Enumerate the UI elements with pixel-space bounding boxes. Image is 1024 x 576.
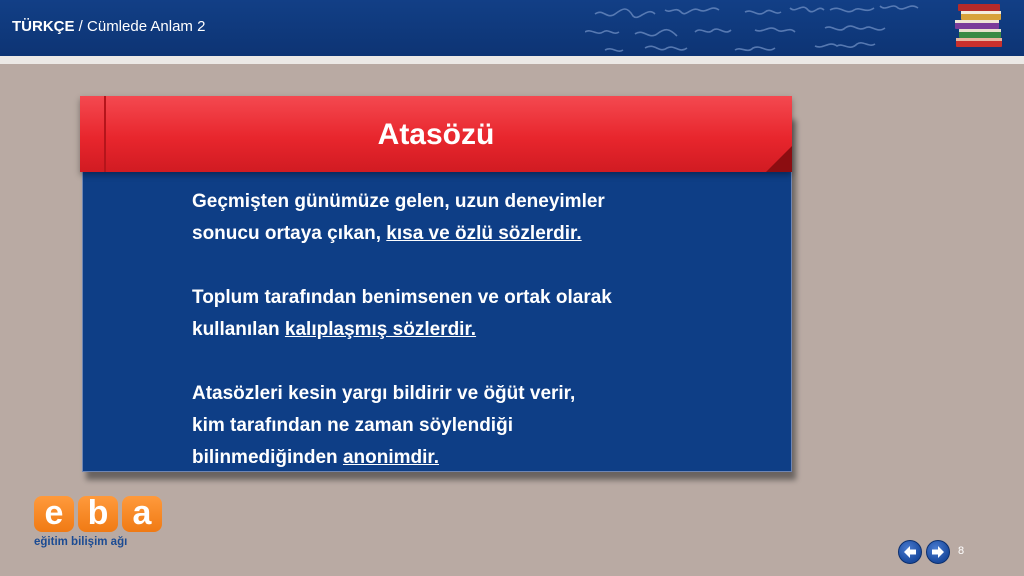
topic-label: Cümlede Anlam 2 [87, 18, 206, 35]
title-separator: / [74, 18, 88, 35]
logo-letter-e: e [34, 496, 74, 532]
arrow-right-icon [930, 544, 946, 560]
definition-text [192, 186, 752, 474]
card-title: Atasözü [377, 118, 495, 151]
paragraph-2-line-1: Toplum tarafından benimsenen ve ortak olarak [192, 287, 612, 308]
paragraph-3 [192, 378, 752, 474]
title-ribbon [80, 96, 792, 172]
paragraph-3-emphasis: anonimdir. [342, 447, 440, 468]
paragraph-3-line-3: bilinmediğinden [192, 447, 343, 468]
paragraph-2 [192, 282, 752, 346]
books-icon [950, 2, 1010, 52]
logo-letters [34, 496, 162, 532]
logo-letter-a: a [122, 496, 162, 532]
eba-logo [34, 496, 164, 556]
paragraph-1 [192, 186, 752, 250]
handwriting-decoration [585, 0, 950, 56]
paragraph-1-line-1: Geçmişten günümüze gelen, uzun deneyimler [192, 191, 605, 212]
next-slide-button[interactable] [926, 540, 950, 564]
ribbon-fold [766, 146, 792, 172]
paragraph-2-emphasis: kalıplaşmış sözlerdir. [284, 319, 477, 340]
header-bar [0, 0, 1024, 56]
paragraph-2-line-2: kullanılan [192, 319, 285, 340]
page-number: 8 [958, 545, 965, 557]
header-underline [0, 56, 1024, 64]
paragraph-1-line-2: sonucu ortaya çıkan, [192, 223, 387, 244]
paragraph-1-emphasis: kısa ve özlü sözlerdir. [386, 223, 582, 244]
logo-letter-b: b [78, 496, 118, 532]
paragraph-3-line-2: kim tarafından ne zaman söylendiği [192, 415, 513, 436]
arrow-left-icon [902, 544, 918, 560]
subject-label: TÜRKÇE [12, 18, 75, 35]
header-title [12, 18, 205, 35]
previous-slide-button[interactable] [898, 540, 922, 564]
paragraph-3-line-1: Atasözleri kesin yargı bildirir ve öğüt verir, [192, 383, 576, 404]
logo-tagline: eğitim bilişim ağı [34, 536, 128, 548]
